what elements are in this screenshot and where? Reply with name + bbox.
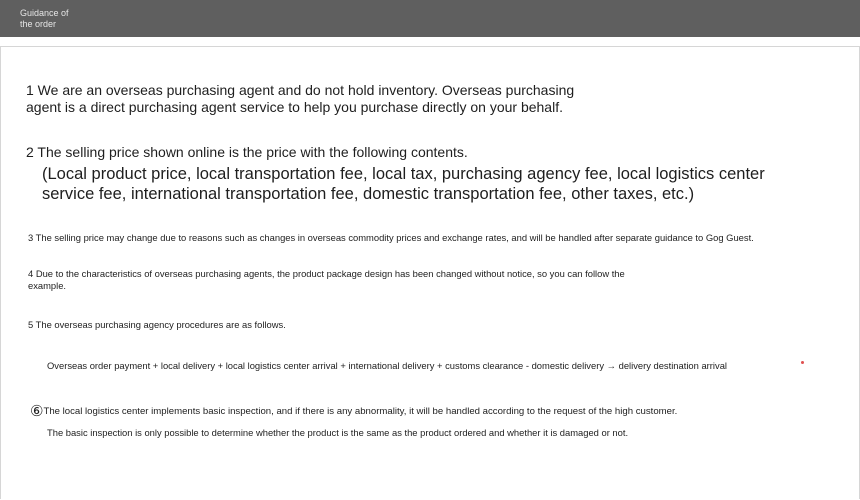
guide-item-4: 4 Due to the characteristics of overseas purchasing agents, the product package design has been changed without notice, so you can follow the example. bbox=[28, 268, 625, 291]
header-bar bbox=[0, 0, 860, 37]
decorative-dot bbox=[801, 361, 804, 364]
guide-item-6-text: The local logistics center implements basic inspection, and if there is any abnormality, it will be handled according to the request of the high customer. bbox=[43, 406, 678, 417]
procedure-flow: Overseas order payment + local delivery + local logistics center arrival + international delivery + customs clearance - domestic delivery → delivery destination arrival bbox=[47, 360, 727, 371]
guide-item-2-heading: 2 The selling price shown online is the price with the following contents. bbox=[26, 144, 468, 160]
guide-item-1: 1 We are an overseas purchasing agent and do not hold inventory. Overseas purchasing agent is a direct purchasing agent service to help you purchase directly on your behalf. bbox=[26, 82, 575, 115]
circled-six-number: ⑥ bbox=[30, 403, 44, 420]
header-title: Guidance of the order bbox=[20, 8, 69, 29]
guide-item-5: 5 The overseas purchasing agency procedures are as follows. bbox=[28, 319, 286, 330]
guide-item-3: 3 The selling price may change due to reasons such as changes in overseas commodity prices and exchange rates, and will be handled after separate guidance to Gog Guest. bbox=[28, 232, 754, 243]
guide-item-6 bbox=[30, 401, 677, 420]
guide-item-2-detail: (Local product price, local transportation fee, local tax, purchasing agency fee, local logistics center service fee, international transportation fee, domestic transportation fee, other taxes, etc.) bbox=[42, 165, 765, 203]
guide-item-6-note: The basic inspection is only possible to determine whether the product is the same as the product ordered and whether it is damaged or not. bbox=[47, 427, 629, 438]
